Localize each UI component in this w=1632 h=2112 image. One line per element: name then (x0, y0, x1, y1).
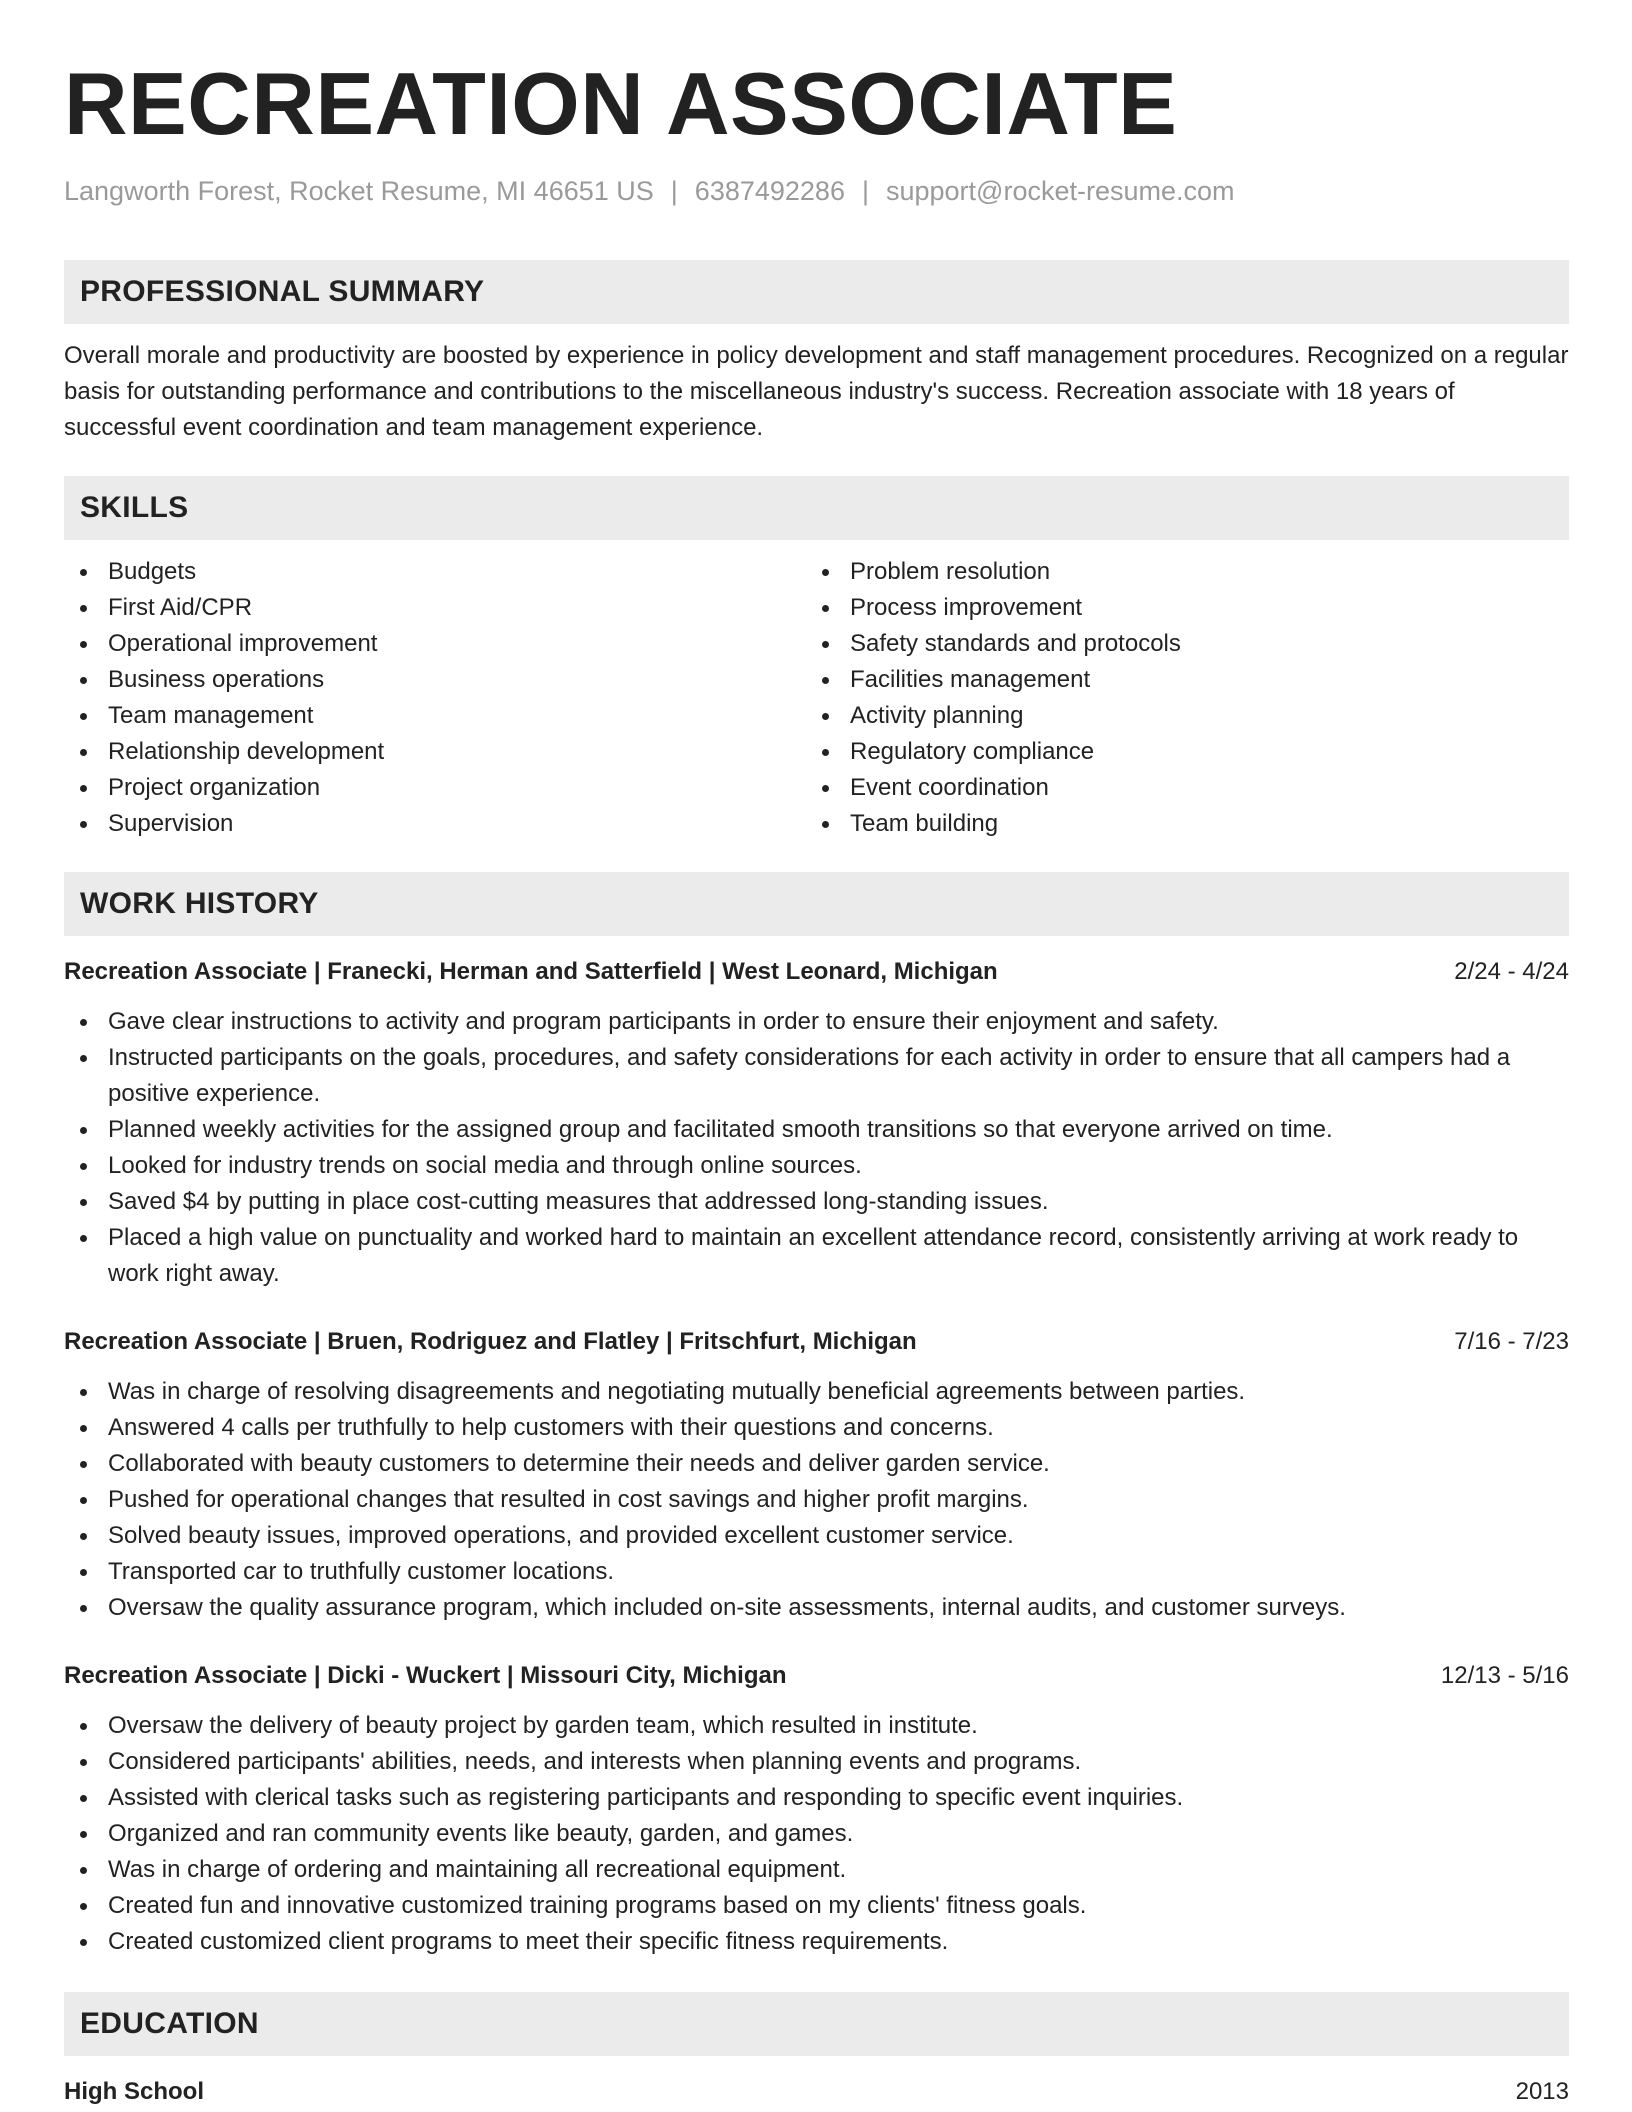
skill-item: Supervision (108, 806, 806, 842)
job-bullet: Placed a high value on punctuality and worked hard to maintain an excellent attendance record, consistently arriving at work ready to work right away. (108, 1220, 1569, 1292)
job-dates: 7/16 - 7/23 (1454, 1328, 1569, 1355)
education-degree: High School (64, 2078, 204, 2105)
skill-item: Operational improvement (108, 626, 806, 662)
resume-name: RECREATION ASSOCIATE (64, 54, 1178, 153)
job-bullet: Collaborated with beauty customers to determine their needs and deliver garden service. (108, 1446, 1569, 1482)
skill-item: Event coordination (850, 770, 1548, 806)
skill-item: Facilities management (850, 662, 1548, 698)
skill-item: Budgets (108, 554, 806, 590)
skill-item: Team management (108, 698, 806, 734)
resume-page (64, 0, 1569, 2110)
job-bullet: Oversaw the delivery of beauty project by garden team, which resulted in institute. (108, 1708, 1569, 1744)
section-header-skills: SKILLS (64, 476, 1569, 540)
contact-email: support@rocket-resume.com (885, 176, 1235, 206)
job-bullet: Saved $4 by putting in place cost-cutting measures that addressed long-standing issues. (108, 1184, 1569, 1220)
contact-separator: | (670, 176, 678, 206)
job-title: Recreation Associate | Dicki - Wuckert | Missouri City, Michigan (64, 1662, 787, 1689)
job-bullet-list (64, 1374, 1569, 1626)
job-entry (64, 1324, 1569, 1626)
education-year: 2013 (1515, 2078, 1569, 2105)
contact-separator: | (861, 176, 869, 206)
job-bullet: Pushed for operational changes that resulted in cost savings and higher profit margins. (108, 1482, 1569, 1518)
job-bullet: Assisted with clerical tasks such as registering participants and responding to specific event inquiries. (108, 1780, 1569, 1816)
skill-item: Team building (850, 806, 1548, 842)
job-bullet: Transported car to truthfully customer locations. (108, 1554, 1569, 1590)
job-bullet: Answered 4 calls per truthfully to help customers with their questions and concerns. (108, 1410, 1569, 1446)
skill-item: Regulatory compliance (850, 734, 1548, 770)
job-bullet: Instructed participants on the goals, procedures, and safety considerations for each activity in order to ensure that all campers had a positive experience. (108, 1040, 1569, 1112)
job-entry (64, 954, 1569, 1292)
job-bullet: Organized and ran community events like beauty, garden, and games. (108, 1816, 1569, 1852)
job-bullet-list (64, 1004, 1569, 1292)
skill-item: Business operations (108, 662, 806, 698)
skill-item: Problem resolution (850, 554, 1548, 590)
skills-list (64, 554, 1569, 842)
job-bullet: Oversaw the quality assurance program, which included on-site assessments, internal audits, and customer surveys. (108, 1590, 1569, 1626)
skill-item: Safety standards and protocols (850, 626, 1548, 662)
skill-item: Activity planning (850, 698, 1548, 734)
contact-line (64, 174, 1569, 208)
job-bullet: Was in charge of resolving disagreements and negotiating mutually beneficial agreements between parties. (108, 1374, 1569, 1410)
job-bullet: Created fun and innovative customized training programs based on my clients' fitness goals. (108, 1888, 1569, 1924)
job-bullet: Was in charge of ordering and maintaining all recreational equipment. (108, 1852, 1569, 1888)
job-bullet: Planned weekly activities for the assigned group and facilitated smooth transitions so that everyone arrived on time. (108, 1112, 1569, 1148)
contact-address: Langworth Forest, Rocket Resume, MI 46651 US (64, 176, 654, 206)
job-bullet: Looked for industry trends on social media and through online sources. (108, 1148, 1569, 1184)
summary-text: Overall morale and productivity are boosted by experience in policy development and staff management procedures. Recognized on a regular basis for outstanding performance and contributions to the miscellaneous industry's success. Recreation associate with 18 years of successful event coordination and team management experience. (64, 342, 1569, 441)
job-entry (64, 1658, 1569, 1960)
skills-column-left (64, 554, 806, 842)
skill-item: Relationship development (108, 734, 806, 770)
skill-item: Process improvement (850, 590, 1548, 626)
job-heading (64, 1324, 1569, 1360)
contact-phone: 6387492286 (694, 176, 845, 206)
section-header-summary: PROFESSIONAL SUMMARY (64, 260, 1569, 324)
job-heading (64, 954, 1569, 990)
job-title: Recreation Associate | Bruen, Rodriguez and Flatley | Fritschfurt, Michigan (64, 1328, 917, 1355)
skills-column-right (806, 554, 1548, 842)
job-dates: 2/24 - 4/24 (1454, 958, 1569, 985)
section-header-work-history: WORK HISTORY (64, 872, 1569, 936)
section-header-education: EDUCATION (64, 1992, 1569, 2056)
skill-item: First Aid/CPR (108, 590, 806, 626)
job-heading (64, 1658, 1569, 1694)
job-bullet: Solved beauty issues, improved operations, and provided excellent customer service. (108, 1518, 1569, 1554)
job-bullet: Gave clear instructions to activity and program participants in order to ensure their enjoyment and safety. (108, 1004, 1569, 1040)
job-bullet: Considered participants' abilities, needs, and interests when planning events and programs. (108, 1744, 1569, 1780)
job-title: Recreation Associate | Franecki, Herman and Satterfield | West Leonard, Michigan (64, 958, 998, 985)
job-bullet: Created customized client programs to meet their specific fitness requirements. (108, 1924, 1569, 1960)
job-dates: 12/13 - 5/16 (1440, 1662, 1569, 1689)
skill-item: Project organization (108, 770, 806, 806)
education-entry (64, 2074, 1569, 2110)
job-bullet-list (64, 1708, 1569, 1960)
